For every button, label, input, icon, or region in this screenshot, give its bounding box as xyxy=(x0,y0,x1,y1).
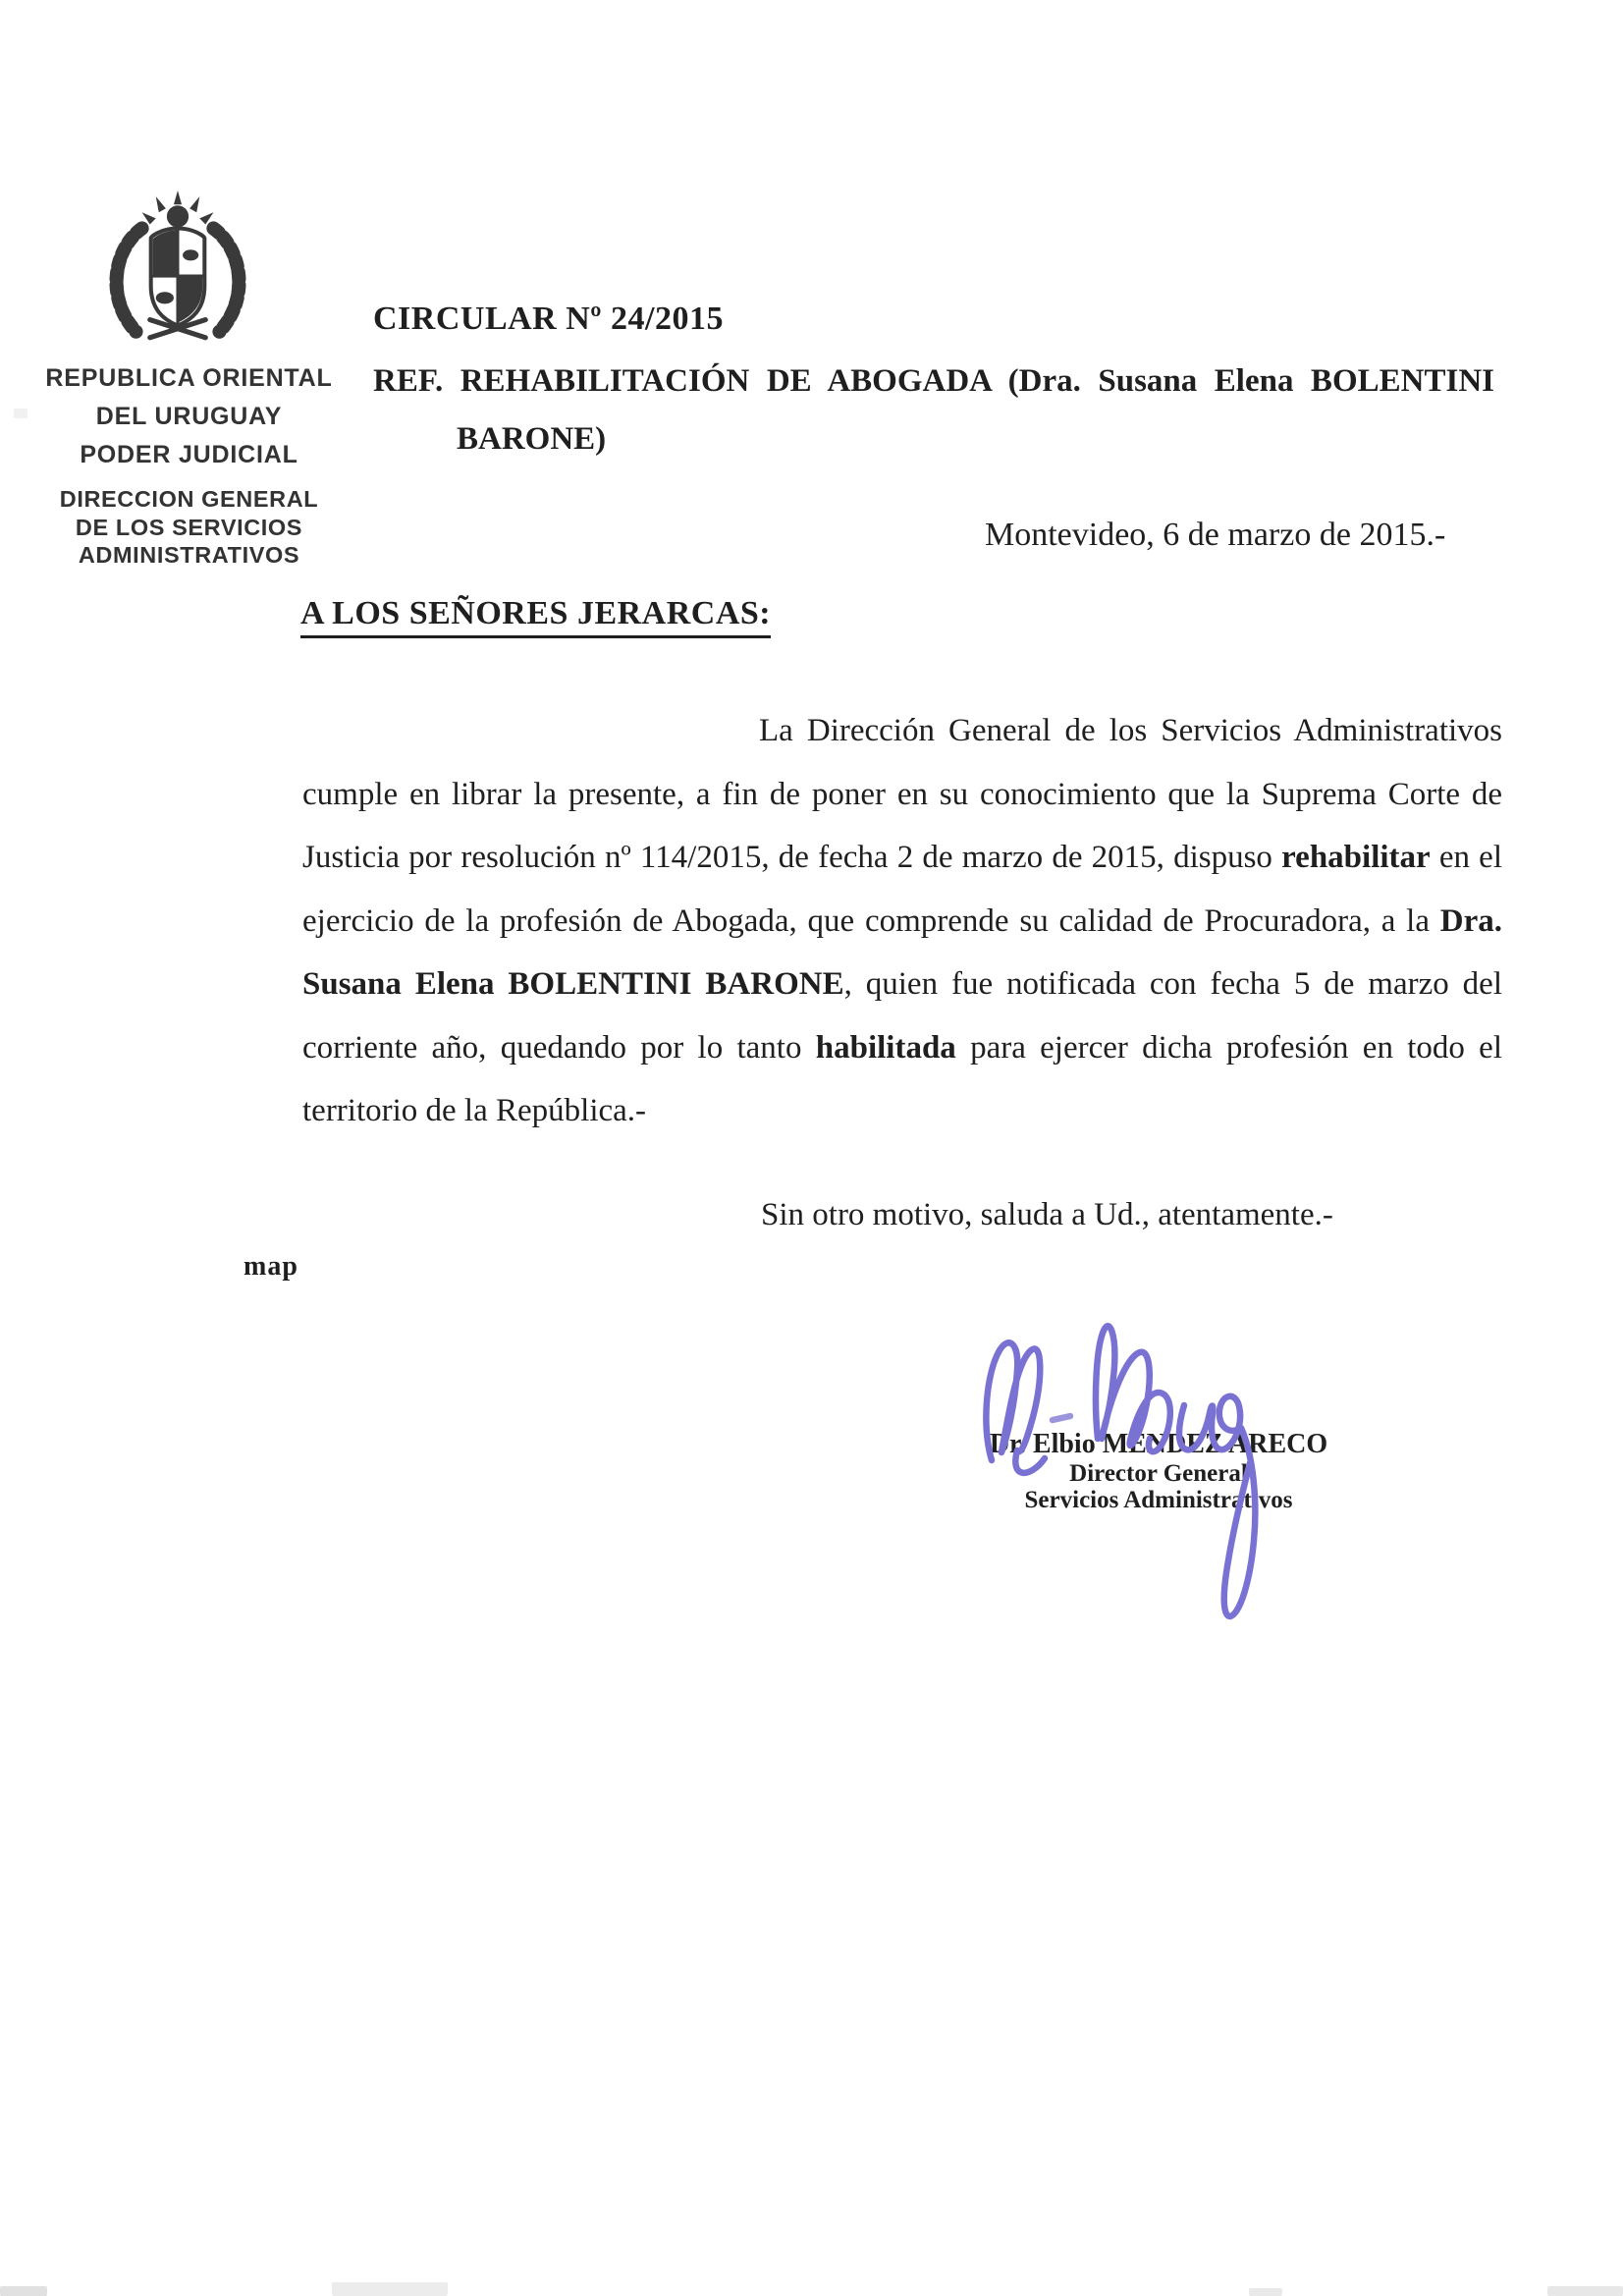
scan-artifact xyxy=(332,2282,448,2296)
scan-artifact xyxy=(0,2286,47,2296)
typist-initials: map xyxy=(243,1251,298,1282)
scan-artifact xyxy=(1249,2288,1282,2296)
dateline: Montevideo, 6 de marzo de 2015.- xyxy=(985,517,1446,553)
reference-subject-continuation: BARONE) xyxy=(457,421,607,457)
letterhead-line: REPUBLICA ORIENTAL xyxy=(45,364,333,392)
letterhead-line: ADMINISTRATIVOS xyxy=(78,542,300,568)
scan-artifact xyxy=(14,409,27,418)
letterhead-line: PODER JUDICIAL xyxy=(80,441,298,468)
circular-number: CIRCULAR Nº 24/2015 xyxy=(373,301,724,337)
letterhead-line: DIRECCION GENERAL xyxy=(59,486,319,512)
signatory-title: Director General xyxy=(1069,1460,1248,1487)
uruguay-coat-of-arms-icon xyxy=(98,187,257,355)
scan-artifact xyxy=(1547,2286,1623,2296)
signatory-title: Servicios Administrativos xyxy=(1024,1487,1293,1513)
handwritten-signature-icon xyxy=(982,1311,1335,1635)
letterhead-dept-block xyxy=(25,485,353,570)
salutation: A LOS SEÑORES JERARCAS: xyxy=(300,595,771,638)
signatory-name: Dr. Elbio MENDEZ ARECO xyxy=(989,1429,1328,1459)
letterhead-line: DEL URUGUAY xyxy=(95,403,283,430)
letterhead-line: DE LOS SERVICIOS xyxy=(75,514,303,540)
body-paragraph: La Dirección General de los Servicios Administrativos cumple en librar la presente, a fin de poner en su conocimiento que la Suprema Corte de Justicia por resolución nº 114/2015, de fecha 2 de marzo de 2015, dispuso rehabilitar en el ejercicio de la profesión de Abogada, que comprende su calidad de Procuradora, a la Dra. Susana Elena BOLENTINI BARONE, quien fue notificada con fecha 5 de marzo del corriente año, quedando por lo tanto habilitada para ejercer dicha profesión en todo el territorio de la República.- xyxy=(302,713,1502,1128)
reference-subject-line: REF. REHABILITACIÓN DE ABOGADA (Dra. Susana Elena BOLENTINI xyxy=(373,363,1494,399)
closing-line: Sin otro motivo, saluda a Ud., atentamente.- xyxy=(761,1197,1333,1232)
letterhead xyxy=(25,359,353,570)
signature-block xyxy=(982,1311,1335,1635)
